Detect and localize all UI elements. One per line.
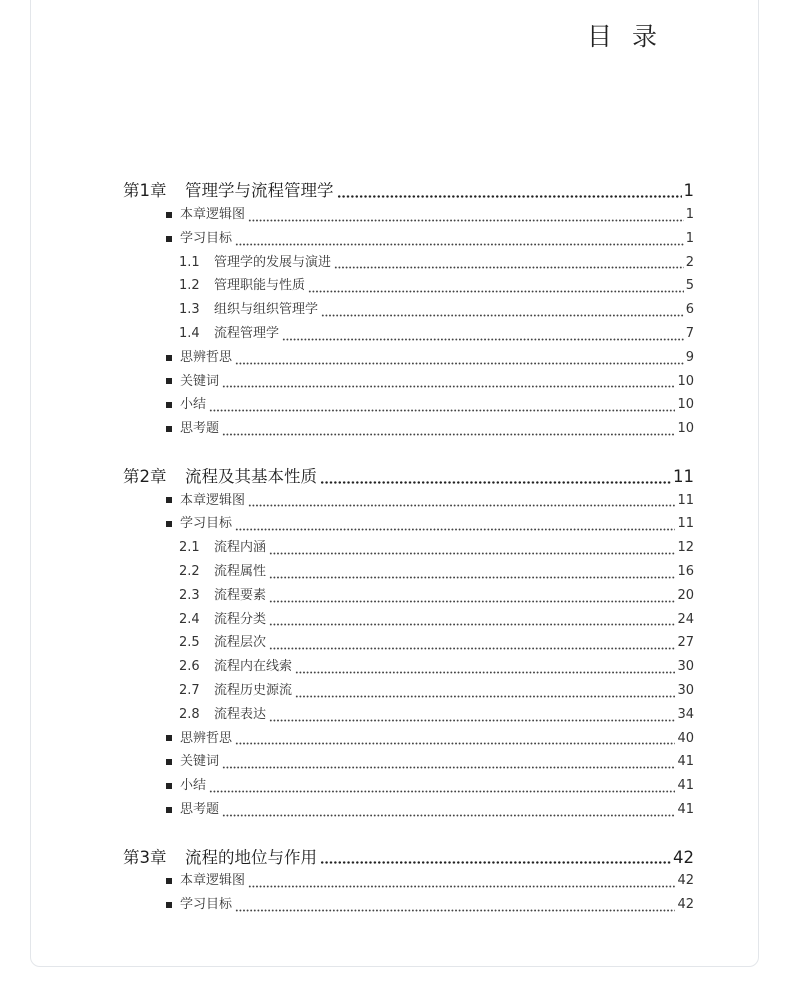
page-number: 41 (677, 801, 694, 817)
square-bullet-icon (166, 902, 172, 908)
dot-leader (222, 378, 675, 388)
toc-item-entry[interactable] (123, 370, 694, 394)
page-number: 41 (677, 754, 694, 770)
toc-section-entry[interactable] (123, 322, 694, 346)
toc-section-entry[interactable] (123, 251, 694, 275)
page-number: 30 (677, 659, 694, 675)
page-number: 2 (685, 254, 694, 270)
dot-leader (269, 616, 675, 626)
toc-title: 目 录 (587, 22, 663, 51)
page-number: 5 (685, 278, 694, 294)
page-number: 30 (677, 682, 694, 698)
toc-chapter-entry[interactable] (123, 845, 694, 869)
entry-title: 流程内在线索 (214, 659, 293, 675)
dot-leader (334, 259, 684, 269)
page-number: 1 (685, 207, 694, 222)
entry-title: 小结 (180, 397, 207, 413)
section-number: 2.6 (179, 659, 200, 675)
entry-title: 流程历史源流 (214, 682, 293, 698)
entry-title: 流程属性 (214, 563, 267, 579)
entry-title: 管理职能与性质 (214, 278, 306, 294)
page-number: 42 (677, 873, 694, 889)
toc-item-entry[interactable] (123, 869, 694, 893)
toc-item-entry[interactable] (123, 203, 694, 227)
toc-section-entry[interactable] (123, 679, 694, 703)
section-number: 2.3 (179, 587, 200, 603)
dot-leader (269, 545, 675, 555)
dot-leader (269, 712, 675, 722)
dot-leader (235, 735, 675, 745)
entry-title: 流程要素 (214, 587, 267, 603)
page-number: 11 (673, 466, 694, 486)
dot-leader (235, 355, 684, 365)
square-bullet-icon (166, 807, 172, 813)
toc-item-entry[interactable] (123, 227, 694, 251)
page-number: 10 (677, 421, 694, 437)
entry-title: 流程表达 (214, 706, 267, 722)
square-bullet-icon (166, 497, 172, 503)
dot-leader (320, 474, 671, 484)
section-number: 1.2 (179, 278, 200, 294)
entry-title: 流程内涵 (214, 540, 267, 556)
entry-title: 流程管理学 (214, 325, 280, 341)
page-number: 16 (677, 563, 694, 579)
entry-title: 思考题 (180, 801, 220, 817)
toc-chapter-entry[interactable] (123, 179, 694, 203)
chapter-title: 流程及其基本性质 (185, 466, 317, 486)
page-number: 10 (677, 397, 694, 413)
toc-item-entry[interactable] (123, 750, 694, 774)
dot-leader (269, 640, 675, 650)
toc-item-entry[interactable] (123, 893, 694, 917)
chapter-number: 第3章 (123, 847, 167, 867)
toc-item-entry[interactable] (123, 727, 694, 751)
page-number: 27 (677, 635, 694, 651)
chapter-number: 第2章 (123, 466, 167, 486)
dot-leader (248, 878, 675, 888)
toc-section-entry[interactable] (123, 584, 694, 608)
dot-leader (337, 188, 682, 198)
page-number: 34 (677, 706, 694, 722)
page-number: 12 (677, 540, 694, 556)
page-number: 42 (673, 847, 694, 867)
toc-item-entry[interactable] (123, 417, 694, 441)
dot-leader (269, 569, 675, 579)
dot-leader (222, 759, 675, 769)
square-bullet-icon (166, 402, 172, 408)
dot-leader (282, 331, 684, 341)
page-number: 1 (685, 230, 694, 246)
entry-title: 学习目标 (180, 897, 233, 913)
section-number: 1.1 (179, 254, 200, 270)
entry-title: 关键词 (180, 373, 220, 389)
section-number: 2.5 (179, 635, 200, 651)
toc-item-entry[interactable] (123, 512, 694, 536)
section-number: 2.2 (179, 563, 200, 579)
square-bullet-icon (166, 759, 172, 765)
page-number: 7 (685, 325, 694, 341)
entry-title: 学习目标 (180, 230, 233, 246)
dot-leader (248, 497, 675, 507)
toc-section-entry[interactable] (123, 703, 694, 727)
entry-title: 流程分类 (214, 611, 267, 627)
dot-leader (222, 807, 675, 817)
page-number: 1 (683, 181, 694, 201)
page-number: 41 (677, 778, 694, 794)
section-number: 2.1 (179, 540, 200, 556)
section-number: 2.4 (179, 611, 200, 627)
entry-title: 流程层次 (214, 635, 267, 651)
entry-title: 思辨哲思 (180, 730, 233, 746)
section-number: 1.4 (179, 325, 200, 341)
entry-title: 思考题 (180, 421, 220, 437)
dot-leader (235, 236, 684, 246)
toc-chapter-entry[interactable] (123, 465, 694, 489)
section-number: 2.8 (179, 706, 200, 722)
entry-title: 管理学的发展与演进 (214, 254, 332, 270)
section-number: 2.7 (179, 682, 200, 698)
toc-section-entry[interactable] (123, 655, 694, 679)
dot-leader (209, 402, 675, 412)
dot-leader (235, 521, 675, 531)
dot-leader (308, 283, 684, 293)
toc-item-entry[interactable] (123, 489, 694, 513)
square-bullet-icon (166, 878, 172, 884)
square-bullet-icon (166, 426, 172, 432)
page-number: 20 (677, 587, 694, 603)
table-of-contents (123, 179, 694, 917)
toc-section-entry[interactable] (123, 631, 694, 655)
chapter-title: 流程的地位与作用 (185, 847, 317, 867)
square-bullet-icon (166, 735, 172, 741)
dot-leader (321, 307, 684, 317)
section-number: 1.3 (179, 302, 200, 318)
toc-item-entry[interactable] (123, 346, 694, 370)
page-number: 6 (685, 302, 694, 318)
page-number: 40 (677, 730, 694, 746)
toc-section-entry[interactable] (123, 536, 694, 560)
toc-section-entry[interactable] (123, 608, 694, 632)
square-bullet-icon (166, 355, 172, 361)
page-number: 9 (685, 349, 694, 365)
toc-section-entry[interactable] (123, 274, 694, 298)
dot-leader (269, 593, 675, 603)
toc-section-entry[interactable] (123, 560, 694, 584)
entry-title: 组织与组织管理学 (214, 302, 319, 318)
dot-leader (320, 854, 671, 864)
entry-title: 本章逻辑图 (180, 873, 246, 889)
chapter-title: 管理学与流程管理学 (185, 181, 334, 201)
entry-title: 小结 (180, 778, 207, 794)
page-number: 42 (677, 897, 694, 913)
square-bullet-icon (166, 212, 172, 218)
square-bullet-icon (166, 378, 172, 384)
square-bullet-icon (166, 521, 172, 527)
page-number: 10 (677, 373, 694, 389)
entry-title: 学习目标 (180, 516, 233, 532)
square-bullet-icon (166, 236, 172, 242)
page-number: 11 (677, 516, 694, 532)
chapter-number: 第1章 (123, 181, 167, 201)
page-number: 24 (677, 611, 694, 627)
entry-title: 思辨哲思 (180, 349, 233, 365)
dot-leader (209, 783, 675, 793)
toc-item-entry[interactable] (123, 774, 694, 798)
dot-leader (235, 902, 675, 912)
dot-leader (222, 426, 675, 436)
toc-item-entry[interactable] (123, 393, 694, 417)
toc-section-entry[interactable] (123, 298, 694, 322)
entry-title: 本章逻辑图 (180, 207, 246, 222)
dot-leader (248, 212, 684, 222)
dot-leader (295, 664, 675, 674)
dot-leader (295, 688, 675, 698)
page-number: 11 (677, 492, 694, 508)
entry-title: 本章逻辑图 (180, 492, 246, 508)
square-bullet-icon (166, 783, 172, 789)
entry-title: 关键词 (180, 754, 220, 770)
toc-item-entry[interactable] (123, 798, 694, 822)
